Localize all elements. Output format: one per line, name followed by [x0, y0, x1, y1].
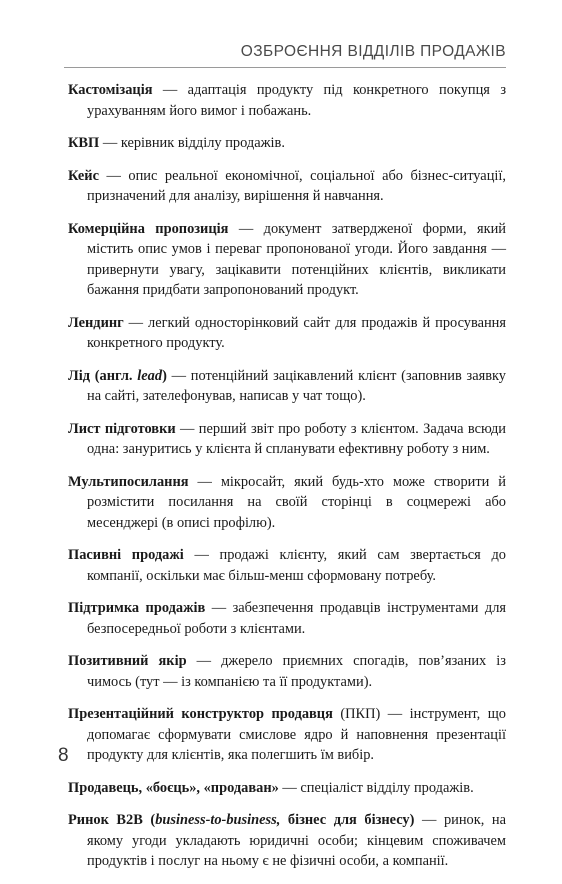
term-text: Лід (англ. — [68, 367, 133, 384]
glossary-entry — [68, 778, 506, 799]
glossary-entry — [68, 545, 506, 586]
glossary-definition: — легкий односторінковий сайт для продажів й просування конкретного продукту. — [87, 314, 506, 351]
glossary-definition: — продажі клієнту, який сам звертається до компанії, оскільки має більш-менш сформовану потребу. — [87, 547, 506, 584]
glossary-entry — [68, 810, 506, 872]
glossary-definition: — спеціаліст відділу продажів. — [278, 779, 474, 796]
running-header: ОЗБРОЄННЯ ВІДДІЛІВ ПРОДАЖІВ — [240, 43, 506, 60]
glossary-entry — [68, 598, 506, 639]
glossary-term: Позитивний якір — [68, 653, 187, 669]
glossary-entry — [68, 166, 506, 207]
glossary-entry — [68, 472, 506, 534]
term-text-after: бізнес для бізнесу) — [280, 812, 415, 828]
glossary-term: Комерційна пропозиція — [68, 220, 229, 237]
glossary-list — [68, 80, 506, 884]
glossary-entry — [68, 651, 506, 692]
header-divider — [64, 67, 506, 68]
glossary-entry — [68, 80, 506, 121]
glossary-term: Кастомізація — [68, 82, 153, 98]
glossary-definition: — забезпечення продавців інструментами для безпосередньої роботи з клієнтами. — [87, 600, 507, 637]
glossary-term: Мультипосилання — [68, 473, 189, 490]
glossary-definition: — потенційний зацікавлений клієнт (заповнив заявку на сайті, зателефонував, написав у чат тощо). — [87, 367, 506, 404]
glossary-entry — [68, 704, 506, 766]
glossary-term: Продавець, «боєць», «продаван» — [68, 779, 279, 796]
glossary-term — [68, 368, 167, 384]
glossary-definition: — керівник відділу продажів. — [99, 135, 285, 151]
glossary-term: Підтримка продажів — [68, 600, 206, 616]
term-italic: lead — [137, 367, 163, 384]
term-italic: business-to-business, — [155, 812, 281, 828]
glossary-term: Кейс — [68, 167, 99, 184]
glossary-term: КВП — [68, 135, 100, 151]
glossary-definition: (ПКП) — інструмент, що допомагає сформувати смислове ядро й наповнення презентації продукту для клієнтів, яка полегшить їм вибір. — [87, 706, 506, 763]
term-text-after: ) — [162, 367, 167, 384]
glossary-definition: — документ затвердженої форми, який містить опис умов і переваг пропонованої угоди. Його завдання — привернути увагу, зацікавити потенційних клієнтів, викликати бажання придбати запропонований продукт. — [87, 220, 506, 298]
glossary-term: Лендинг — [68, 314, 124, 331]
glossary-definition: — опис реальної економічної, соціальної або бізнес-ситуації, призначений для аналізу, вирішення й навчання. — [87, 167, 506, 204]
glossary-definition: — мікросайт, який будь-хто може створити й розмістити посилання на своїй сторінці в соцмережі або месенджері (в описі профілю). — [87, 473, 506, 531]
glossary-entry — [68, 366, 506, 407]
glossary-definition: — джерело приємних спогадів, пов’язаних із чимось (тут — із компанією та її продуктами). — [87, 653, 506, 690]
glossary-entry — [68, 133, 506, 154]
glossary-term — [68, 812, 414, 828]
glossary-entry — [68, 219, 506, 301]
term-text: Ринок B2B ( — [68, 812, 156, 828]
glossary-definition: — перший звіт про роботу з клієнтом. Задача всюди одна: зануритись у клієнта й спланувати ефективну роботу з ним. — [87, 420, 507, 457]
page-number: 8 — [58, 745, 69, 766]
glossary-term: Презентаційний конструктор продавця — [68, 706, 333, 722]
glossary-term: Лист підготовки — [68, 420, 176, 437]
glossary-term: Пасивні продажі — [68, 547, 184, 563]
glossary-definition: — адаптація продукту під конкретного покупця з урахуванням його вимог і побажань. — [87, 82, 506, 119]
glossary-entry — [68, 313, 506, 354]
glossary-entry — [68, 419, 506, 460]
glossary-definition: — ринок, на якому угоди укладають юридичні особи; кінцевим споживачем продуктів і послуг на ньому є не фізичні особи, а компанії. — [87, 812, 506, 869]
